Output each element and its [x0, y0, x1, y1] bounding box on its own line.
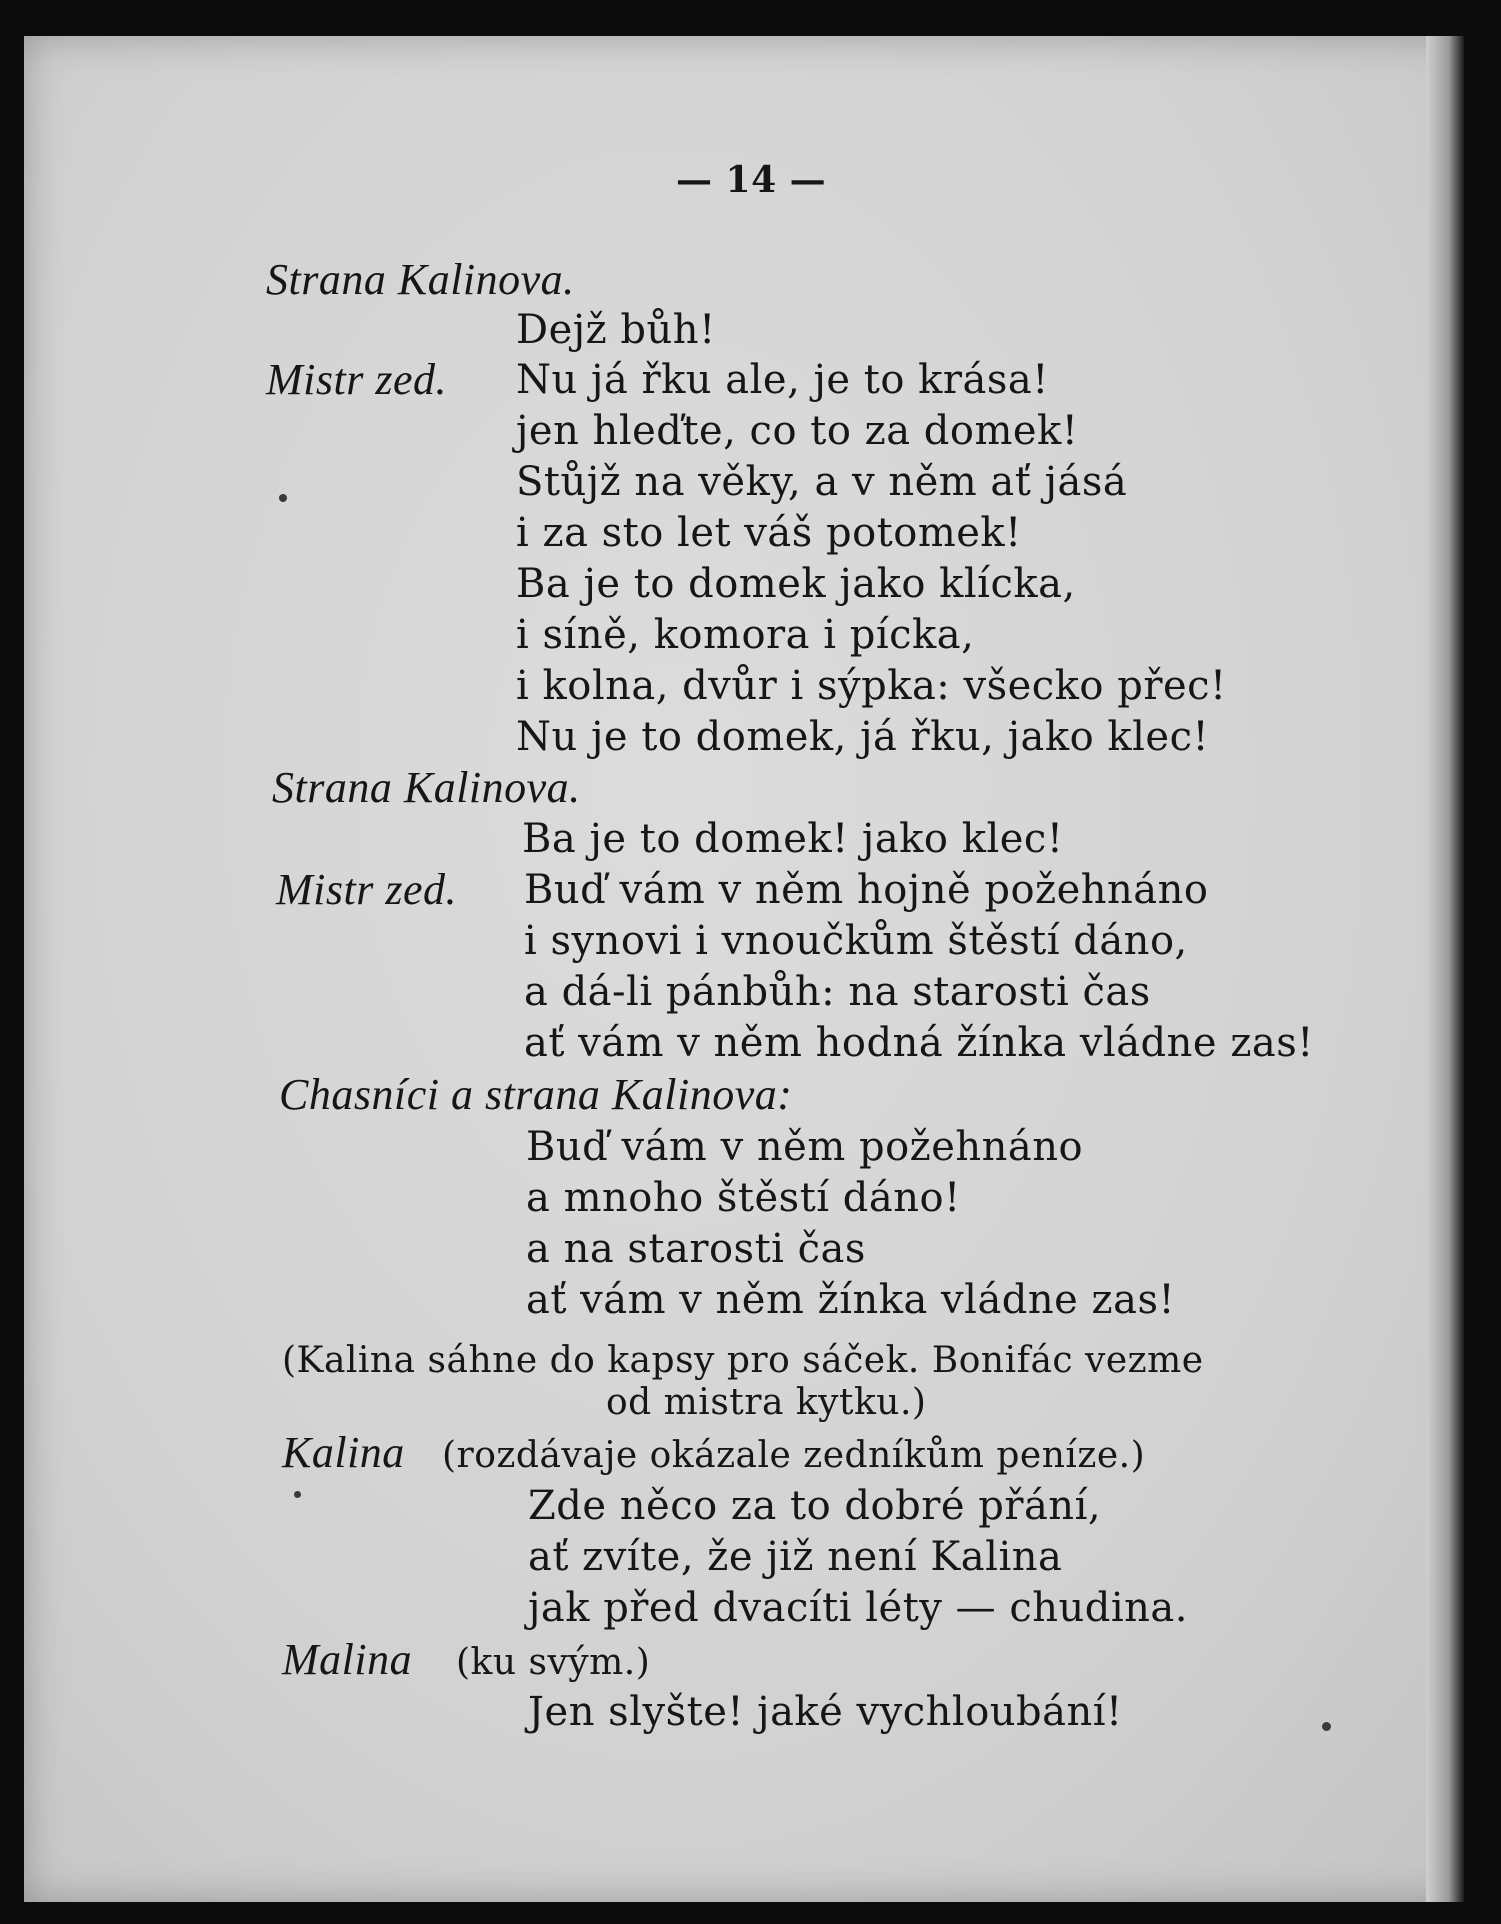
verse-line: i kolna, dvůr i sýpka: všecko přec! [516, 663, 1227, 709]
page-number: — 14 — [676, 159, 827, 201]
book-page [24, 36, 1464, 1902]
verse-line: i síně, komora i pícka, [516, 612, 975, 658]
verse-line: ať vám v něm žínka vládne zas! [526, 1277, 1176, 1323]
verse-line: a na starosti čas [526, 1226, 866, 1272]
speaker-label: Mistr zed. [266, 355, 447, 404]
verse-line: Nu já řku ale, je to krása! [516, 357, 1049, 403]
verse-line: jak před dvacíti léty — chudina. [528, 1585, 1188, 1631]
verse-line: Ba je to domek jako klícka, [516, 561, 1076, 607]
verse-line: ať zvíte, že již není Kalina [528, 1534, 1063, 1580]
verse-line: ať vám v něm hodná žínka vládne zas! [524, 1020, 1314, 1066]
verse-line: Buď vám v něm hojně požehnáno [524, 867, 1209, 913]
speaker-label: Malina [282, 1635, 413, 1684]
verse-line: Zde něco za to dobré přání, [528, 1483, 1102, 1529]
verse-line: i za sto let váš potomek! [516, 510, 1022, 556]
stage-direction: (Kalina sáhne do kapsy pro sáček. Bonifác vezme [282, 1340, 1204, 1381]
verse-line: Dejž bůh! [516, 307, 716, 353]
stage-direction: od mistra kytku.) [606, 1382, 927, 1423]
speaker-label: Strana Kalinova. [272, 763, 581, 812]
verse-line: jen hleďte, co to za domek! [516, 408, 1079, 454]
speaker-label: Kalina [282, 1428, 405, 1477]
page-text [24, 36, 1464, 1902]
verse-line: Jen slyšte! jaké vychloubání! [528, 1689, 1123, 1735]
speaker-label: Strana Kalinova. [266, 255, 575, 304]
stage-direction: (rozdávaje okázale zedníkům peníze.) [442, 1435, 1146, 1476]
verse-line: a mnoho štěstí dáno! [526, 1175, 961, 1221]
verse-line: i synovi i vnoučkům štěstí dáno, [524, 918, 1188, 964]
verse-line: Buď vám v něm požehnáno [526, 1124, 1084, 1170]
verse-line: Ba je to domek! jako klec! [522, 816, 1064, 862]
verse-line: Nu je to domek, já řku, jako klec! [516, 714, 1210, 760]
speaker-label: Mistr zed. [276, 865, 457, 914]
speaker-label: Chasníci a strana Kalinova: [279, 1070, 793, 1119]
verse-line: Stůjž na věky, a v něm ať jásá [516, 459, 1128, 505]
stage-direction: (ku svým.) [456, 1642, 651, 1683]
verse-line: a dá-li pánbůh: na starosti čas [524, 969, 1151, 1015]
